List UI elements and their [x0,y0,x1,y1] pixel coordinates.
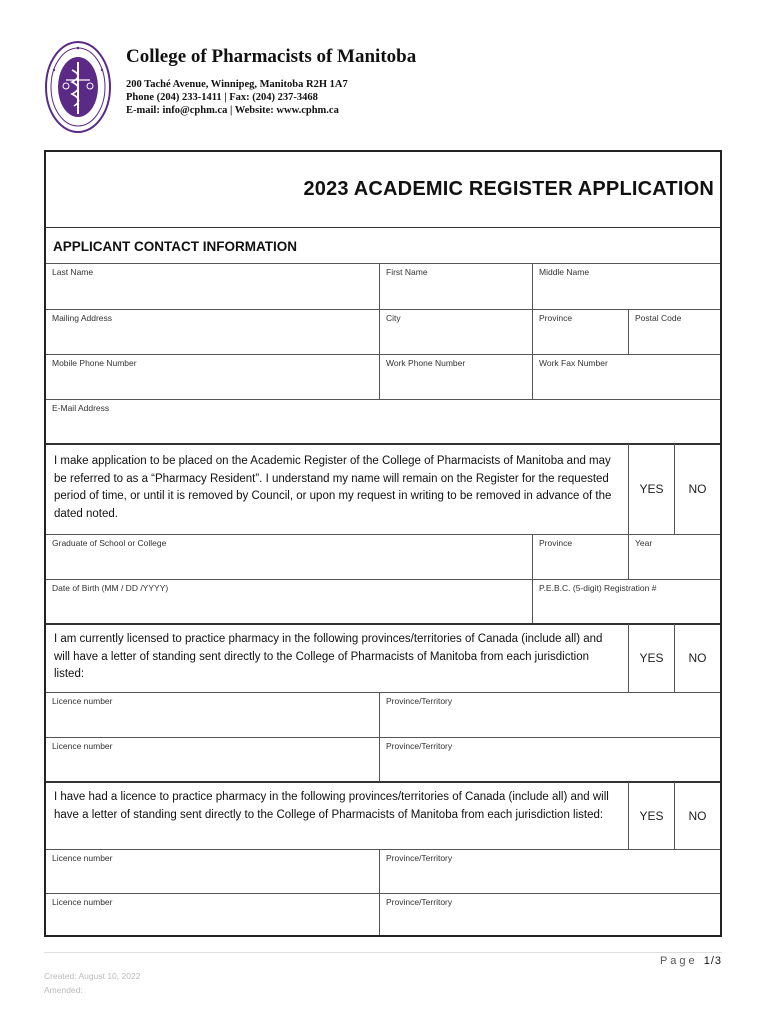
last-name-field[interactable] [46,263,379,309]
page-number [660,955,722,967]
work-phone-field[interactable] [379,354,532,399]
statement1-yes-option[interactable]: YES [628,444,674,534]
city-label: City [386,313,401,323]
grad-province-field[interactable] [532,534,628,579]
province-label: Province [539,313,573,323]
statement1-no-option[interactable]: NO [674,444,720,534]
province-territory-label: Province/Territory [386,897,453,907]
previous-licence-number-field-2[interactable] [46,893,379,935]
postal-code-field[interactable] [628,309,720,354]
province-territory-label: Province/Territory [386,696,453,706]
mobile-phone-field[interactable] [46,354,379,399]
org-phone-fax: Phone (204) 233-1411 | Fax: (204) 237-3468 [126,92,318,103]
current-licence-statement: I am currently licensed to practice pharmacy in the following provinces/territories of Canada (include all) and will have a letter of standing sent directly to the College of Pharmacists of Manitoba from each jurisdiction listed: [54,633,603,680]
amended-date: Amended: [44,985,83,995]
grad-year-field[interactable] [628,534,720,579]
postal-code-label: Postal Code [635,313,682,323]
letterhead [44,40,744,135]
work-fax-field[interactable] [532,354,720,399]
date-of-birth-field[interactable] [46,579,532,624]
pebc-registration-field[interactable] [532,579,720,624]
footer-rule [44,952,722,953]
page-count: 1/3 [703,955,722,967]
statement2-no-option[interactable]: NO [674,624,720,692]
email-field[interactable] [46,399,720,444]
previous-licence-statement: I have had a licence to practice pharmacy in the following provinces/territories of Canada (include all) and will have a letter of standing sent directly to the College of Pharmacists of Manitoba from each jurisdiction listed: [54,791,609,821]
graduate-school-field[interactable] [46,534,532,579]
mailing-address-label: Mailing Address [52,313,113,323]
org-address: 200 Taché Avenue, Winnipeg, Manitoba R2H 1A7 [126,79,348,90]
current-licence-number-field-2[interactable] [46,737,379,782]
licence-number-label: Licence number [52,897,113,907]
register-statement: I make application to be placed on the Academic Register of the College of Pharmacists of Manitoba and may be referred to as a “Pharmacy Resident”. I understand my name will remain on the Register for the requested period of time, or until it is removed by Council, or upon my request in writing to be removed in advance of the dated noted. [54,455,612,520]
page-word: Page [659,955,698,967]
contact-section-heading: APPLICANT CONTACT INFORMATION [53,239,297,254]
current-licence-number-field-1[interactable] [46,692,379,737]
licence-number-label: Licence number [52,741,113,751]
work-fax-label: Work Fax Number [539,358,608,368]
statement3-no-option[interactable]: NO [674,782,720,849]
statement3-yes-option[interactable]: YES [628,782,674,849]
current-province-territory-field-2[interactable] [379,737,720,782]
first-name-label: First Name [386,267,428,277]
last-name-label: Last Name [52,267,94,277]
province-field[interactable] [532,309,628,354]
org-email-web: E-mail: info@cphm.ca | Website: www.cphm.ca [126,105,339,116]
date-of-birth-label: Date of Birth (MM / DD /YYYY) [52,583,169,593]
province-territory-label: Province/Territory [386,741,453,751]
mobile-phone-label: Mobile Phone Number [52,358,137,368]
grad-year-label: Year [635,538,653,548]
pebc-registration-label: P.E.B.C. (5-digit) Registration # [539,583,657,593]
graduate-school-label: Graduate of School or College [52,538,167,548]
statement2-yes-option[interactable]: YES [628,624,674,692]
first-name-field[interactable] [379,263,532,309]
grad-province-label: Province [539,538,573,548]
previous-province-territory-field-1[interactable] [379,849,720,893]
city-field[interactable] [379,309,532,354]
middle-name-field[interactable] [532,263,720,309]
college-seal-logo [44,40,112,135]
licence-number-label: Licence number [52,696,113,706]
form-title-box [46,152,720,228]
created-date: Created: August 10, 2022 [44,971,141,981]
org-name: College of Pharmacists of Manitoba [126,46,417,67]
previous-province-territory-field-2[interactable] [379,893,720,935]
licence-number-label: Licence number [52,853,113,863]
mailing-address-field[interactable] [46,309,379,354]
middle-name-label: Middle Name [539,267,590,277]
work-phone-label: Work Phone Number [386,358,466,368]
form-title: 2023 ACADEMIC REGISTER APPLICATION [303,178,714,200]
current-province-territory-field-1[interactable] [379,692,720,737]
previous-licence-number-field-1[interactable] [46,849,379,893]
application-form [44,150,722,937]
email-label: E-Mail Address [52,403,110,413]
province-territory-label: Province/Territory [386,853,453,863]
